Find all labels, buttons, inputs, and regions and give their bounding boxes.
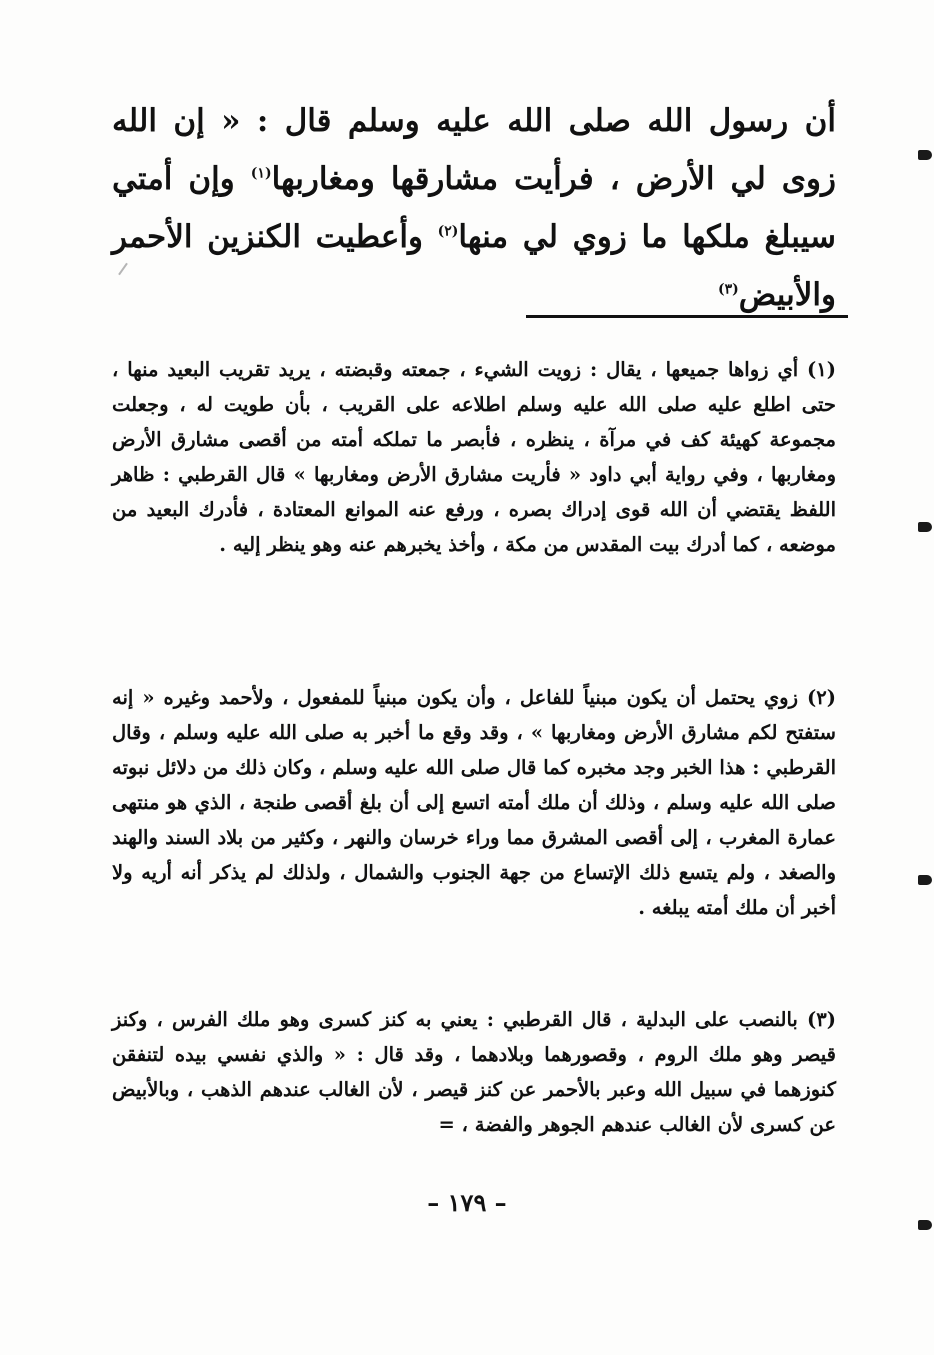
footnote-3 (112, 1002, 836, 1142)
footnote-3-text: بالنصب على البدلية ، قال القرطبي : يعني به كنز كسرى وهو ملك الفرس ، وكنز قيصر وهو ملك الروم ، وقصورهما وبلادهما ، وقد قال : « والذي نفسي بيده لتنفقن كنوزهما في سبيل الله وعبر بالأحمر عن كنز قيصر ، لأن الغالب عندهم الذهب ، وبالأبيض عن كسرى لأن الغالب عندهم الجوهر والفضة ، = (112, 1008, 836, 1136)
footnote-2-marker: (٢) (807, 686, 836, 709)
main-text-part-1: أن رسول الله صلى الله عليه وسلم قال : « إن الله زوى لي الأرض ، فرأيت مشارقها ومغاربها (112, 103, 836, 197)
footnote-ref-3[interactable]: (٣) (717, 281, 739, 298)
footnote-separator (526, 315, 848, 318)
footnote-ref-2[interactable]: (٢) (437, 223, 459, 240)
hadith-main-text (112, 92, 836, 324)
footnote-ref-1[interactable]: (١) (250, 165, 272, 182)
binding-hole-mark (918, 1220, 932, 1230)
footnote-1-text: أي زواها جميعها ، يقال : زويت الشيء ، جمعته وقبضته ، يريد تقريب البعيد منها ، حتى اطلع عليه صلى الله عليه وسلم اطلاعه على القريب ، بأن طويت له ، وجعلت مجموعة كهيئة كف في مرآة ، ينظره ، فأبصر ما تملكه أمته من أقصى مشارق الأرض ومغاربها ، وفي رواية أبي داود « فأريت مشارق الأرض ومغاربها » قال القرطبي : ظاهر اللفظ يقتضي أن الله قوى إدراك بصره ، ورفع عنه الموانع المعتادة ، فأدرك البعيد من موضعه ، كما أدرك بيت المقدس من مكة ، وأخذ يخبرهم عنه وهو ينظر إليه . (112, 358, 836, 556)
binding-hole-mark (918, 875, 932, 885)
page-number: – ١٧٩ – (427, 1188, 507, 1217)
main-text-part-2: وإن أمتي سيبلغ ملكها ما زوي لي منها (112, 161, 836, 255)
footnote-2 (112, 680, 836, 925)
footnote-1-marker: (١) (807, 358, 836, 381)
footnote-2-text: زوي يحتمل أن يكون مبنياً للفاعل ، وأن يكون مبنياً للمفعول ، ولأحمد وغيره « إنه ستفتح لكم مشارق الأرض ومغاربها » ، وقد وقع ما أخبر به صلى الله عليه وسلم ، وقال القرطبي : هذا الخبر وجد مخبره كما قال صلى الله عليه وسلم ، وكان ذلك من دلائل نبوته صلى الله عليه وسلم ، وذلك أن ملك أمته اتسع إلى أن بلغ أقصى طنجة ، الذي هو منتهى عمارة المغرب ، إلى أقصى المشرق مما وراء خرسان والنهر ، وكثير من بلاد السند والهند والصغد ، ولم يتسع ذلك الإتساع من جهة الجنوب والشمال ، ولذلك لم يذكر أنه أريه ولا أخبر أن ملك أمته يبلغه . (112, 686, 836, 919)
binding-hole-mark (918, 150, 932, 160)
footnote-3-marker: (٣) (807, 1008, 836, 1031)
main-text-part-3: وأعطيت الكنزين الأحمر والأبيض (112, 219, 836, 313)
footnote-1 (112, 352, 836, 562)
binding-hole-mark (918, 522, 932, 532)
